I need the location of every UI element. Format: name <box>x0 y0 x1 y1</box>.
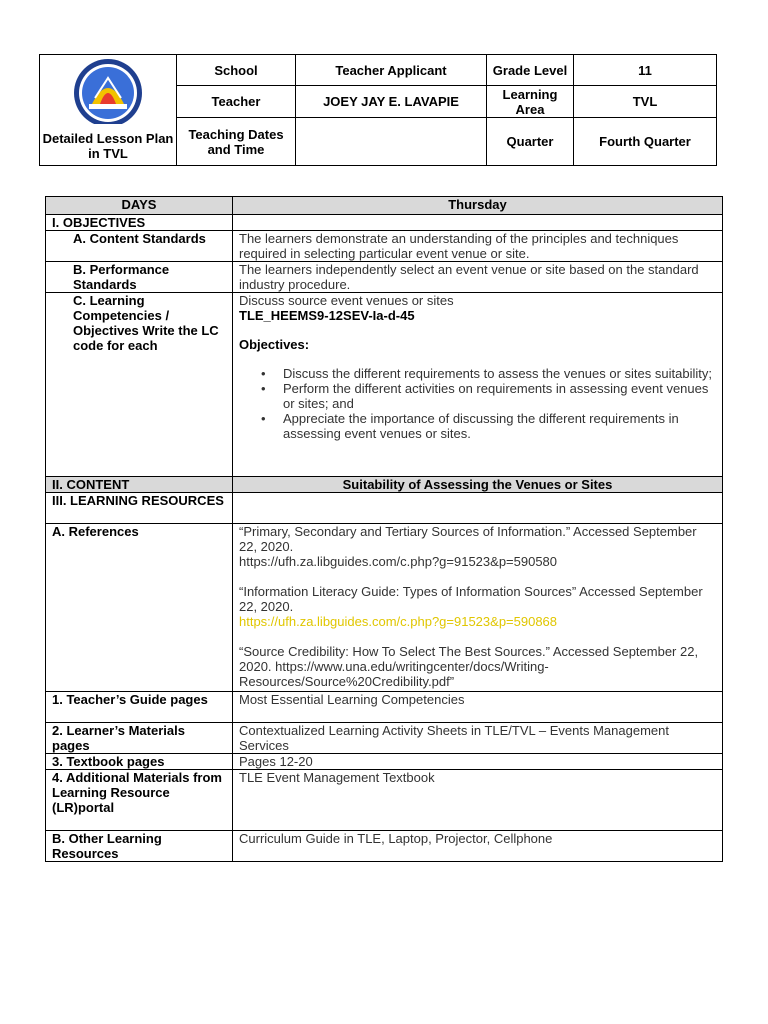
learners-materials-value: Contextualized Learning Activity Sheets in TLE/TVL – Events Management Services <box>233 723 723 754</box>
learning-area-value: TVL <box>574 86 717 118</box>
teacher-label: Teacher <box>177 86 296 118</box>
references-row <box>46 524 723 692</box>
reference-3: “Source Credibility: How To Select The Best Sources.” Accessed September 22, 2020. https://www.una.edu/writingcenter/docs/Writing-Resources/Source%20Credibility.pdf” <box>239 644 699 689</box>
resources-heading-row <box>46 493 723 524</box>
content-standards-label: A. Content Standards <box>46 231 233 262</box>
competencies-row <box>46 293 723 477</box>
additional-materials-row <box>46 770 723 831</box>
objective-item: • Discuss the different requirements to assess the venues or sites suitability; <box>261 366 712 381</box>
other-resources-label: B. Other Learning Resources <box>46 831 233 862</box>
competencies-cell <box>233 293 723 477</box>
content-standards-value: The learners demonstrate an understanding of the principles and techniques required in selecting particular event venue or site. <box>233 231 723 262</box>
textbook-row <box>46 754 723 770</box>
grade-label: Grade Level <box>487 55 574 86</box>
performance-standards-value: The learners independently select an event venue or site based on the standard industry procedure. <box>233 262 723 293</box>
additional-materials-label: 4. Additional Materials from Learning Resource (LR)portal <box>46 770 233 831</box>
teachers-guide-row <box>46 692 723 723</box>
textbook-label: 3. Textbook pages <box>46 754 233 770</box>
school-value: Teacher Applicant <box>296 55 487 86</box>
content-standards-row <box>46 231 723 262</box>
header-table <box>39 54 717 166</box>
lesson-plan-table <box>45 196 723 862</box>
reference-2-link[interactable]: https://ufh.za.libguides.com/c.php?g=91523&p=590868 <box>239 614 558 629</box>
competencies-label: C. Learning Competencies / Objectives Write the LC code for each <box>46 293 233 477</box>
deped-seal-logo <box>59 58 157 128</box>
days-label: DAYS <box>46 197 233 215</box>
empty-cell <box>233 493 723 524</box>
objective-item: • Perform the different activities on requirements in assessing event venues or sites; and <box>261 381 709 411</box>
teaching-dates-label: Teaching Dates and Time <box>177 118 296 166</box>
quarter-value: Fourth Quarter <box>574 118 717 166</box>
objectives-title: Objectives: <box>239 337 310 352</box>
reference-2: “Information Literacy Guide: Types of Information Sources” Accessed September 22, 2020. https://ufh.za.libguides.com/c.php?g=91523&p=590868 <box>239 584 703 629</box>
learning-area-label: Learning Area <box>487 86 574 118</box>
bullet-icon: • <box>261 411 266 426</box>
lc-code: TLE_HEEMS9-12SEV-Ia-d-45 <box>239 308 415 323</box>
other-resources-value: Curriculum Guide in TLE, Laptop, Projector, Cellphone <box>233 831 723 862</box>
references-label: A. References <box>46 524 233 692</box>
reference-1-url: https://ufh.za.libguides.com/c.php?g=91523&p=590580 <box>239 554 558 569</box>
teaching-dates-value <box>296 118 487 166</box>
quarter-label: Quarter <box>487 118 574 166</box>
textbook-value: Pages 12-20 <box>233 754 723 770</box>
days-row <box>46 197 723 215</box>
content-row <box>46 477 723 493</box>
learners-materials-row <box>46 723 723 754</box>
school-label: School <box>177 55 296 86</box>
teachers-guide-value: Most Essential Learning Competencies <box>233 692 723 723</box>
other-resources-row <box>46 831 723 862</box>
resources-heading: III. LEARNING RESOURCES <box>46 493 233 524</box>
objective-item: • Appreciate the importance of discussing the different requirements in assessing event venues or sites. <box>261 411 679 441</box>
bullet-icon: • <box>261 366 266 381</box>
empty-cell <box>233 215 723 231</box>
teachers-guide-label: 1. Teacher’s Guide pages <box>46 692 233 723</box>
logo-title-cell <box>40 55 177 166</box>
reference-1: “Primary, Secondary and Tertiary Sources of Information.” Accessed September 22, 2020. https://ufh.za.libguides.com/c.php?g=91523&p=590580 <box>239 524 697 569</box>
teacher-value: JOEY JAY E. LAVAPIE <box>296 86 487 118</box>
content-value: Suitability of Assessing the Venues or Sites <box>233 477 723 493</box>
grade-value: 11 <box>574 55 717 86</box>
content-heading: II. CONTENT <box>46 477 233 493</box>
objectives-list <box>239 366 716 441</box>
objectives-heading-row <box>46 215 723 231</box>
competencies-text: Discuss source event venues or sites <box>239 293 454 308</box>
day-value: Thursday <box>233 197 723 215</box>
additional-materials-value: TLE Event Management Textbook <box>233 770 723 831</box>
performance-standards-label: B. Performance Standards <box>46 262 233 293</box>
bullet-icon: • <box>261 381 266 396</box>
plan-title: Detailed Lesson Plan in TVL <box>42 131 174 161</box>
references-cell <box>233 524 723 692</box>
objectives-heading: I. OBJECTIVES <box>46 215 233 231</box>
performance-standards-row <box>46 262 723 293</box>
learners-materials-label: 2. Learner’s Materials pages <box>46 723 233 754</box>
